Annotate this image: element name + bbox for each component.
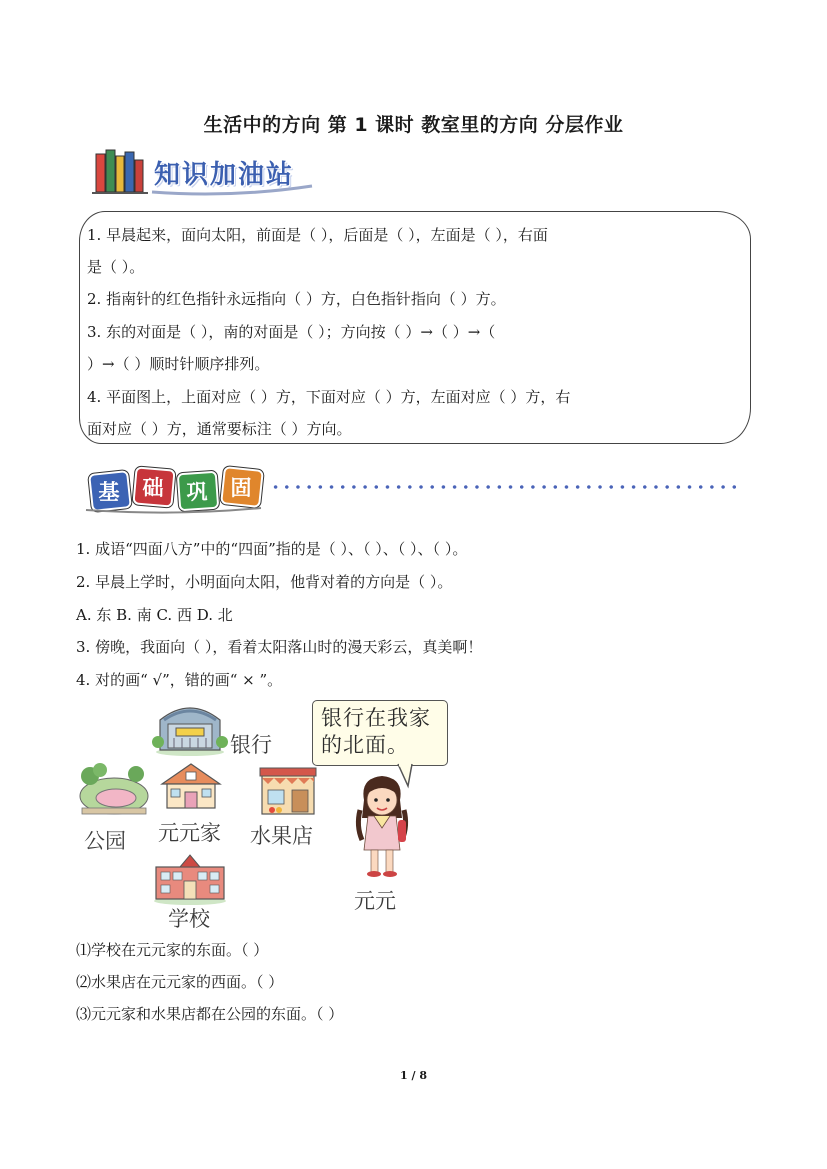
knowledge-line: 面对应（ ）方，通常要标注（ ）方向。 xyxy=(87,420,352,438)
home-icon xyxy=(158,762,224,812)
judge-line: ⑴学校在元元家的东面。（ ） xyxy=(76,941,269,959)
question-line: 1. 成语“四面八方”中的“四面”指的是（ ）、（ ）、（ ）、（ ）。 xyxy=(76,540,468,558)
speech-bubble xyxy=(312,700,448,766)
dotted-divider xyxy=(270,484,740,490)
park-label: 公园 xyxy=(84,829,126,853)
knowledge-line: ）→（ ）顺时针顺序排列。 xyxy=(87,355,270,373)
bank-building-icon xyxy=(154,698,226,756)
school-icon xyxy=(152,853,228,905)
knowledge-line: 1. 早晨起来，面向太阳，前面是（ ），后面是（ ），左面是（ ），右面 xyxy=(87,226,548,244)
fruit-shop-label: 水果店 xyxy=(250,824,313,848)
park-icon xyxy=(78,762,150,822)
judge-line: ⑵水果店在元元家的西面。（ ） xyxy=(76,973,284,991)
school-label: 学校 xyxy=(168,907,210,931)
speech-line: 的北面。 xyxy=(321,733,409,757)
question-line: A. 东 B. 南 C. 西 D. 北 xyxy=(76,606,233,624)
basic-tag-label-3: 巩 xyxy=(186,480,208,504)
speech-line: 银行在我家 xyxy=(321,706,431,730)
question-line: 3. 傍晚，我面向（ ），看着太阳落山时的漫天彩云，真美啊！ xyxy=(76,638,483,656)
judge-line: ⑶元元家和水果店都在公园的东面。（ ） xyxy=(76,1005,344,1023)
bank-label: 银行 xyxy=(230,733,272,757)
fruit-shop-icon xyxy=(258,766,318,816)
basic-tag-label-4: 固 xyxy=(230,476,252,500)
girl-label: 元元 xyxy=(354,889,396,913)
page-number: 1 / 8 xyxy=(400,1069,427,1082)
knowledge-banner-title: 知识加油站 xyxy=(154,160,295,190)
knowledge-line: 是（ ）。 xyxy=(87,258,145,276)
knowledge-line: 3. 东的对面是（ ），南的对面是（ ）；方向按（ ）→（ ）→（ xyxy=(87,323,496,341)
page-title: 生活中的方向 第 1 课时 教室里的方向 分层作业 xyxy=(203,114,624,136)
home-label: 元元家 xyxy=(158,821,221,845)
basic-banner xyxy=(90,466,265,514)
girl-character-icon xyxy=(346,770,418,880)
basic-tag-label-1: 基 xyxy=(98,480,120,504)
basic-tag-label-2: 础 xyxy=(142,476,164,500)
banner-underline xyxy=(86,506,266,516)
question-line: 4. 对的画“ √”，错的画“ × ”。 xyxy=(76,671,283,689)
knowledge-line: 2. 指南针的红色指针永远指向（ ）方，白色指针指向（ ）方。 xyxy=(87,290,506,308)
knowledge-line: 4. 平面图上，上面对应（ ）方，下面对应（ ）方，左面对应（ ）方，右 xyxy=(87,388,571,406)
question-line: 2. 早晨上学时，小明面向太阳，他背对着的方向是（ ）。 xyxy=(76,573,453,591)
